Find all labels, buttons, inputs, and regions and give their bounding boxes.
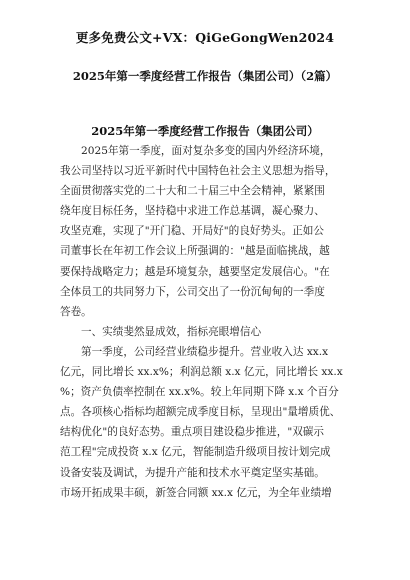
text-line: 绕年度目标任务，坚持稳中求进工作总基调，凝心聚力、: [60, 205, 325, 218]
text-line: 市场开拓成果丰硕，新签合同额 xx.x 亿元，为全年业绩增: [60, 486, 332, 499]
text-line: 我公司坚持以习近平新时代中国特色社会主义思想为指导，: [60, 165, 336, 178]
document-title: 2025年第一季度经营工作报告（集团公司）（2篇）: [72, 69, 338, 83]
text-line: 答卷。: [60, 305, 92, 318]
text-line: %；资产负债率控制在 xx.x%。较上年同期下降 x.x 个百分: [60, 386, 339, 399]
paragraph-intro: [60, 141, 360, 322]
text-line: 结构优化"的良好态势。重点项目建设稳步推进，"双碳示: [60, 426, 324, 439]
text-line: 攻坚克难，实现了"开门稳、开局好"的良好势头。正如公: [60, 225, 324, 238]
report-title: 2025年第一季度经营工作报告（集团公司）: [91, 124, 319, 138]
text-line: 第一季度，公司经营业绩稳步提升。营业收入达 xx.x: [81, 345, 329, 358]
paragraph-performance: [60, 342, 360, 503]
promo-banner: 更多免费公文+VX：QiGeGongWen2024: [75, 30, 335, 45]
section-heading: 一、实绩斐然显成效，指标亮眼增信心: [81, 325, 262, 338]
text-line: 亿元，同比增长 xx.x%；利润总额 x.x 亿元，同比增长 xx.x: [60, 366, 343, 379]
text-line: 设备安装及调试，为提升产能和技术水平奠定坚实基础。: [60, 466, 325, 479]
report-body: [60, 141, 360, 503]
text-line: 全面贯彻落实党的二十大和二十届三中全会精神，紧紧围: [60, 185, 325, 198]
text-line: 点。各项核心指标均超额完成季度目标，呈现出"量增质优、: [60, 406, 341, 419]
text-line: 司董事长在年初工作会议上所强调的："越是面临挑战，越: [60, 245, 330, 258]
text-line: 范工程"完成投资 x.x 亿元，智能制造升级项目按计划完成: [60, 446, 331, 459]
text-line: 要保持战略定力；越是环境复杂，越要坚定发展信心。"在: [60, 265, 330, 278]
text-line: 全体员工的共同努力下，公司交出了一份沉甸甸的一季度: [60, 285, 325, 298]
text-line: 2025年第一季度，面对复杂多变的国内外经济环境，: [81, 145, 331, 157]
